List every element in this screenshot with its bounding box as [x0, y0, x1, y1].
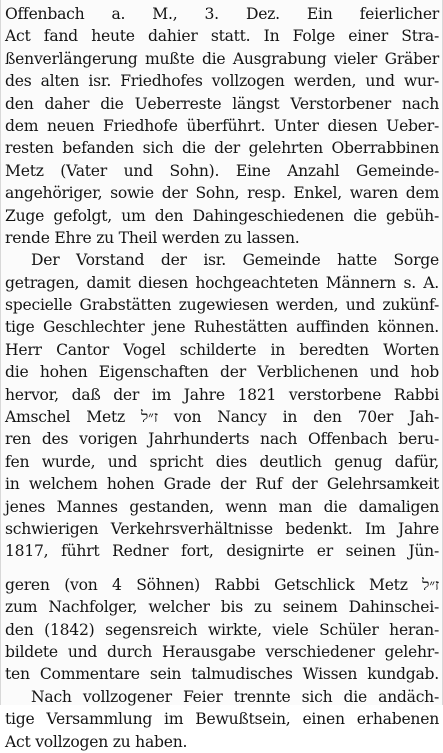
article-line: zum Nachfolger, welcher bis zu seinem Dahinschei-	[5, 598, 439, 617]
article-line: tige Versammlung im Bewußtsein, einen erhabenen	[5, 710, 439, 729]
column-gap	[5, 563, 439, 574]
article-line: ßenverlängerung mußte die Ausgrabung vieler Gräber	[5, 49, 439, 68]
article-line: rende Ehre zu Theil werden zu lassen.	[5, 228, 300, 247]
article-line: dem neuen Friedhofe überführt. Unter diesen Ueber-	[5, 116, 439, 135]
article-line: Offenbach a. M., 3. Dez. Ein feierlicher	[5, 5, 439, 23]
article-line: Der Vorstand der isr. Gemeinde hatte Sorge	[31, 251, 439, 270]
article-line: in welchem hohen Grade der Ruf der Gelehrsamkeit	[5, 475, 439, 494]
article-line: Act vollzogen zu haben.	[5, 732, 188, 751]
article-line: fen wurde, und spricht dies deutlich genug dafür,	[5, 452, 439, 471]
article-line: Herr Cantor Vogel schilderte in beredten Worten	[5, 340, 439, 359]
article-line: des alten isr. Friedhofes vollzogen werden, und wur-	[5, 72, 439, 91]
article-line: Amschel Metz ז״ל von Nancy in den 70er Jah-	[5, 408, 439, 427]
article-line: ren des vorigen Jahrhunderts nach Offenbach beru-	[5, 430, 439, 449]
article-line: den daher die Ueberreste längst Verstorbener nach	[5, 94, 439, 113]
article-line: tige Geschlechter jene Ruhestätten auffinden können.	[5, 318, 439, 337]
article-line: geren (von 4 Söhnen) Rabbi Getschlick Metz ז״ל	[5, 575, 439, 594]
article-line: ten Commentare sein talmudisches Wissen kundgab.	[5, 665, 439, 684]
article-line: hervor, daß der im Jahre 1821 verstorbene Rabbi	[5, 385, 439, 404]
article-line: resten befanden sich die der gelehrten Oberrabbinen	[5, 139, 439, 158]
article-line: die hohen Eigenschaften der Verblichenen und hob	[5, 363, 439, 382]
article-line: angehöriger, sowie der Sohn, resp. Enkel, waren dem	[5, 184, 439, 203]
article-line: bildete und durch Herausgabe verschiedener gelehr-	[5, 642, 439, 661]
article-line: Act fand heute dahier statt. In Folge einer Stra-	[5, 27, 439, 46]
article-line: 1817, führt Redner fort, designirte er seinen Jün-	[5, 542, 439, 561]
article-line: jenes Mannes gestanden, wenn man die damaligen	[5, 497, 439, 516]
article-line: Nach vollzogener Feier trennte sich die andäch-	[31, 687, 439, 706]
article-line: den (1842) segensreich wirkte, viele Schüler heran-	[5, 620, 439, 639]
article-line: Metz (Vater und Sohn). Eine Anzahl Gemeinde-	[5, 161, 439, 180]
article-line: Zuge gefolgt, um den Dahingeschiedenen die gebüh-	[5, 206, 439, 225]
article-line: specielle Grabstätten zugewiesen werden, und zukünf-	[5, 296, 439, 315]
article-line: schwierigen Verkehrsverhältnisse bedenkt. Im Jahre	[5, 519, 439, 538]
article-line: getragen, damit diesen hochgeachteten Männern s. A.	[5, 273, 439, 292]
